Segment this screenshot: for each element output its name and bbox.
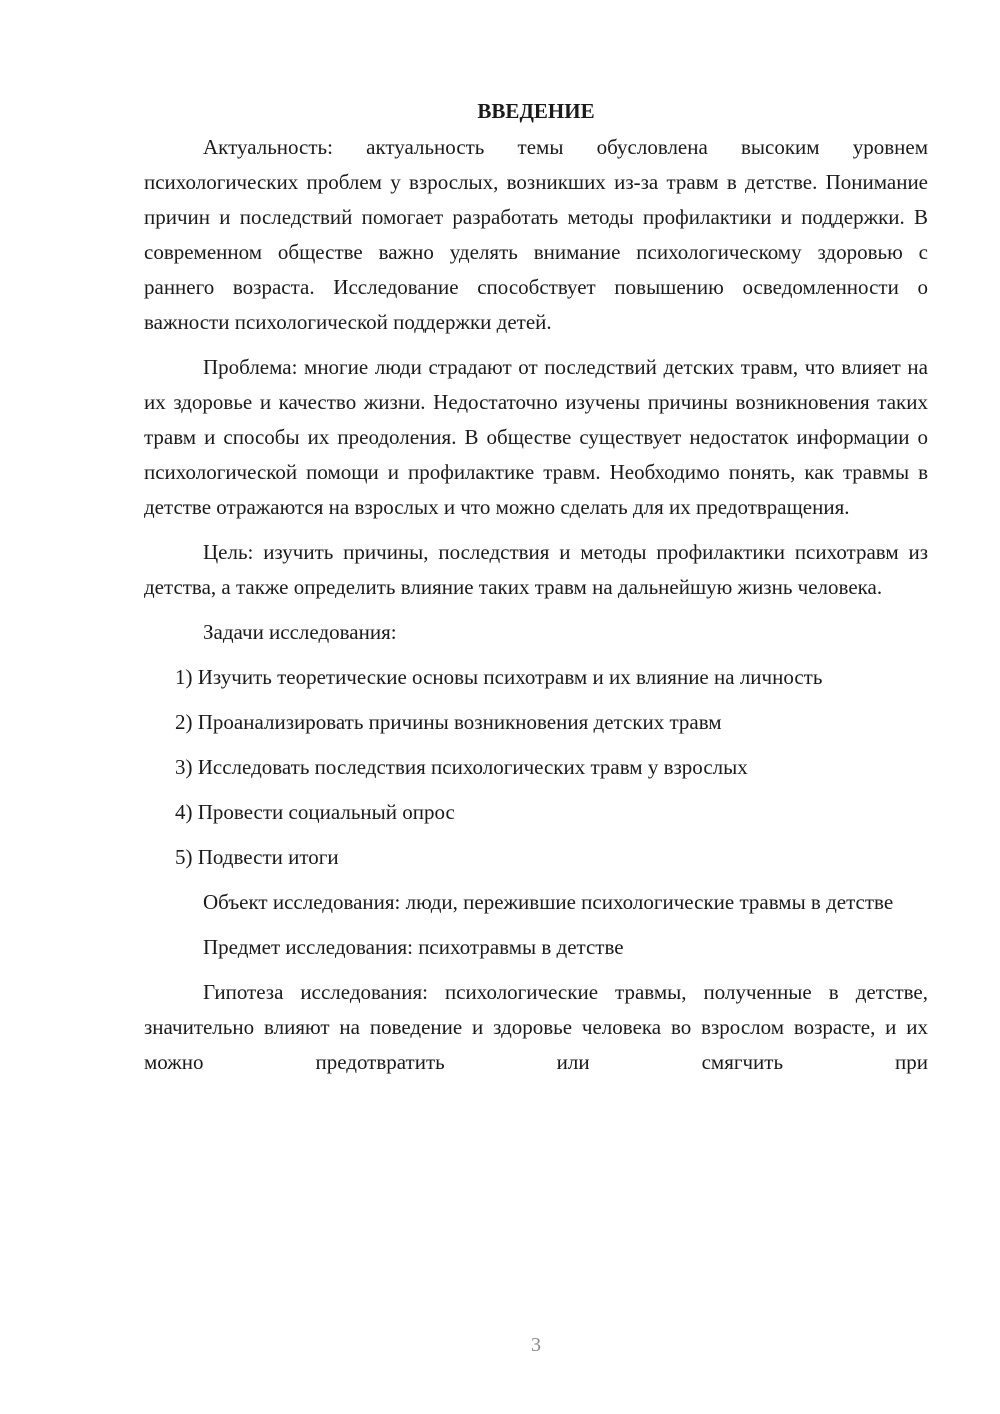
page-number: 3 bbox=[531, 1334, 541, 1356]
hypothesis-paragraph: Гипотеза исследования: психологические травмы, полученные в детстве, значительно влияют на поведение и здоровье человека во взрослом возрасте, и их можно предотвратить или смягчить при bbox=[144, 980, 928, 1074]
relevance-paragraph: Актуальность: актуальность темы обусловлена высоким уровнем психологических проблем у взрослых, возникших из-за травм в детстве. Понимание причин и последствий помогает разработать методы профилактики и поддержки. В современном обществе важно уделять внимание психологическому здоровью с раннего возраста. Исследование способствует повышению осведомленности о важности психологической поддержки детей. bbox=[144, 135, 928, 334]
task-item-4: 4) Провести социальный опрос bbox=[175, 800, 455, 824]
problem-paragraph: Проблема: многие люди страдают от последствий детских травм, что влияет на их здоровье и качество жизни. Недостаточно изучены причины возникновения таких травм и способы их преодоления. В обществе существует недостаток информации о психологической помощи и профилактике травм. Необходимо понять, как травмы в детстве отражаются на взрослых и что можно сделать для их предотвращения. bbox=[144, 355, 928, 519]
subject-paragraph: Предмет исследования: психотравмы в детстве bbox=[203, 935, 624, 959]
task-item-1: 1) Изучить теоретические основы психотравм и их влияние на личность bbox=[175, 665, 823, 689]
task-item-3: 3) Исследовать последствия психологических травм у взрослых bbox=[175, 755, 748, 779]
document-page bbox=[144, 92, 928, 1090]
task-item-2: 2) Проанализировать причины возникновения детских травм bbox=[175, 710, 722, 734]
object-paragraph: Объект исследования: люди, пережившие психологические травмы в детстве bbox=[203, 890, 894, 914]
page-title: ВВЕДЕНИЕ bbox=[477, 99, 595, 123]
task-item-5: 5) Подвести итоги bbox=[175, 845, 339, 869]
goal-paragraph: Цель: изучить причины, последствия и методы профилактики психотравм из детства, а также определить влияние таких травм на дальнейшую жизнь человека. bbox=[144, 540, 928, 599]
tasks-heading: Задачи исследования: bbox=[203, 620, 397, 644]
